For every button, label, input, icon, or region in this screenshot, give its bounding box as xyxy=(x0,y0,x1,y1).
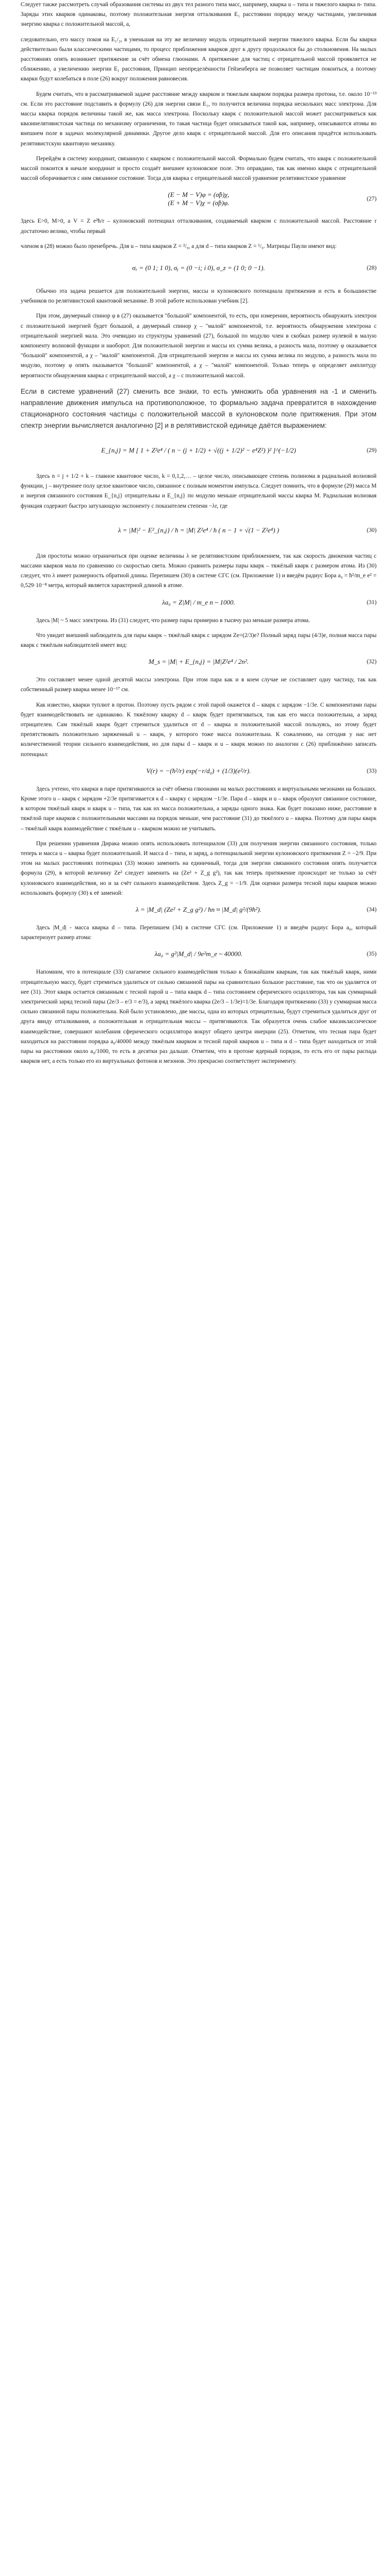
equation-29-body: E_{n,j} = M [ 1 + Z²e⁴ / ( n − (j + 1/2) + √((j + 1/2)² − e⁴Z²) )² ]^(−1/2) xyxy=(101,446,296,454)
equation-31 xyxy=(21,596,377,609)
paragraph: Как известно, кварки туплют в протон. Поэтому пусть рядом с этой парой окажется d – кварк с зарядом −1/3e. С компонентами пары будет взаимодействовать не одинаково. К тяжёлому кварку d – кварк будет притягиваться, так как его масса положительна, а заряд отрицателен. Сам тяжёлый кварк будет стремиться удалиться от d – кварка и положительной массой пользуясь, но этому будет препятствовать положительно заряженный u – кварк, у которого тоже масса положительна. К сожалению, на сегодня у нас нет количественной теории сильного взаимодействия, но для пары d – кварк и u – кварк можно по аналогии с (26) приближённо записать потенциал: xyxy=(21,701,377,758)
equation-number: (34) xyxy=(367,906,377,913)
paragraph: Здесь E>0, M>0, а V = Z e²ħ/r – кулоновский потенциал отталкивания, создаваемый кварком с положительной массой. Расстояние r достаточно велико, чтобы первый xyxy=(21,218,377,235)
equation-28-body: σₓ = (0 1; 1 0), σᵧ = (0 −i; i 0), σ_z = (1 0; 0 −1). xyxy=(132,264,265,272)
equation-29 xyxy=(21,437,377,464)
equation-33 xyxy=(21,765,377,777)
equation-number: (33) xyxy=(367,767,377,774)
equation-27-line-1: (E − M − V)φ = (σ̂p̂)χ, xyxy=(168,191,230,199)
paragraph: Здесь n = j + 1/2 + k – главное квантовое число, k = 0,1,2,… – целое число, описывающее степень полинома в радиальной волновой функции, j – внутреннее полу целое квантовое число, связанное с полным моментом импульса. Следует помнить, что в формуле (29) масса M и энергия связанного состояния E_{n,j} отрицательны и E_{n,j} по модулю меньше отрицательной массы кварка M. Радиальная волновая функция содержит быстро затухающую экспоненту с показателем степени −λr, где xyxy=(21,473,377,509)
equation-34-body: λ = |M_d| (Ze² + Z_g g²) / ħn ≈ |M_d| g²/(9ħ²). xyxy=(136,905,262,913)
paragraph: Здесь |M| ~ 5 масс электрона. Из (31) следует, что размер пары примерно в тысячу раз меньше размера атома. xyxy=(36,617,310,624)
equation-31-body: λa₀ = Z|M| / m_e n ~ 1000. xyxy=(162,598,235,606)
paragraph: Напомним, что в потенциале (33) слагаемое сильного взаимодействия только к ближайшим кваркам, так как тяжёлый кварк, ними отрицательную массу, будет стремиться удалиться от сильно связанной пары на сравнительно большое расстояние, так что он удаляется от нее (31). Этот кварк остается связанным с тесной парой u – типа кварк d – типа состоянием сферического осциллятора, так как суммарный электрический заряд тесной пары (2e/3 – e/3 = e/3), а заряд тяжёлого кварка (2e/3 – 1/3e)=1/3e. Благодаря притяжению (33) у суммарная масса сильно связанной пары положительна. Кой было установлено, две массы, одна из которых отрицательна, будут стремиться удалиться друг от друга ввиду отталкивания, а положительная и отрицательная массы – притягиваются. Так образуется очень слабое квазиклассическое взаимодействие, совершают колебания сферического осциллятора вокруг общего центра инерции (25). Отметим, что тесная пара будет находиться на расстоянии порядка a₀/40000 между тяжёлым кварком и тесной парой кварков u – типа и d – типа будет находиться от этой пары на расстоянии около a₀/1000, то есть в десятки раз дальше. Отметим, что в протоне ядерный порядок, то есть его от пары распада кварков нет, а есть только его из виртуальных фотонов и мезонов. Это прекрасно соответствует эксперименту. xyxy=(21,969,377,1065)
document-page xyxy=(21,0,377,1072)
paragraph: При этом, двумерный спинор φ в (27) оказывается "большой" компонентой, то есть, при измерении, вероятность обнаружить электрон с положительной энергией будет большой, а двумерный спинор χ – "малой" компонентой, т.е. вероятность обнаружения электрона с отрицательной энергией мала. Это очевидно из структуры уравнений (27), большой по модулю член в скобках размер нулевой в малую компоненту волновой функции и наоборот. Для положительной энергии и массы их сумма велика, а разность мала, поэтому φ оказывается "большой" компонентой, а χ – "малой" компонентой. Для отрицательной энергии и массы их сумма велика по модулю, а разность мала по модулю, поэтому φ опять оказывается "большой" компонентой, а χ – "малой" компонентой. Только теперь φ определяет амплитуду вероятности обнаружения кварка с отрицательной массой, а χ – с положительной массой. xyxy=(21,313,377,379)
equation-28 xyxy=(21,257,377,279)
paragraph: Следует также рассмотреть случай образования системы из двух тел разного типа масс, например, кварка u – типа и тяжелого кварка n- типа. Заряды этих кварков одинаковы, поэтому положительная энергия отталкивания E₁ расстоянии порядку между частицами, увеличивая энергию кварка с положительной массой, а, xyxy=(21,2,377,28)
equation-number: (35) xyxy=(367,951,377,958)
equation-35-body: λa₀ = g²|M_d| / 9e²m_e ~ 40000. xyxy=(154,950,243,958)
paragraph: Здесь учтено, что кварки в паре притягиваются за счёт обмена глюонами на малых расстояниях и виртуальными мезонами на больших. Кроме этого u – кварк с зарядом +2/3e притягивается к d – кварку с зарядом −1/3e. Пара d – кварк и u – кварк образуют связанное состояние, в котором тяжёлый кварк и кварк u – типа, так как их масса положительна, а заряды одного знака. Как будет показано ниже, расстояние в тяжёлой паре кварков с положительными массами на порядок меньше, чем расстояние (31) до тяжёлого u – кварка. Поэтому для пары кварк – тяжёлый кварк взаимодействие с тяжёлым u – кварком можно не учитывать. xyxy=(21,785,377,832)
equation-number: (27) xyxy=(367,196,377,203)
equation-number: (29) xyxy=(367,447,377,454)
equation-33-body: V(r) = −(ħ²/r) exp(−r/d₀) + (1/3)(e²/r). xyxy=(146,766,251,775)
paragraph: Что увидит внешний наблюдатель для пары кварк – тяжёлый кварк с зарядом Ze=(2/3)e? Полный заряд пары (4/3)e, полная масса пары кварк с тяжёлым наблюдателей имеет вид: xyxy=(21,632,377,648)
paragraph: Перейдём в систему координат, связанную с кварком с положительной массой. Формально будем считать, что кварк с положительной массой покоится в начале координат и просто создаёт внешнее кулоновское поле. Это оправдано, так как именно кварк с отрицательной массой оборачивается с ним связанное состояние. Тогда для кварка с отрицательной массой уравнение релятивистское уравнение xyxy=(21,155,377,182)
paragraph: Это составляет менее одной десятой массы электрона. При этом пара как и в коем случае не составляет одну частицу, так как собственный размер кварка менее 10⁻¹⁷ см. xyxy=(21,677,377,693)
paragraph: При решении уравнения Дирака можно опять использовать потенциалом (33) для получения энергии связанного состояния, только теперь и масса u – кварка будет положительной. И масса d – типа, и заряд, а потенциальной энергии кулоновского притяжения Z = −2/9. При этом на малых расстояниях потенциал (33) можно заменить на единичный, тогда для энергии связанного состояния опять получается формула (29), в которой величину Ze² следует заменить на (Ze² + Z_g g²), так как теперь притяжение происходит не только за счёт кулоновского взаимодействия, но и за счёт сильного взаимодействия. Здесь Z_g = −1/9. Для оценки размера тесной пары кварков можно использовать формулу (30) к её заменой: xyxy=(21,840,377,896)
equation-number: (28) xyxy=(367,265,377,272)
paragraph: Будем считать, что в рассматриваемой задаче расстояние между кварком и тяжелым кварком порядка размера протона, т.е. около 10⁻¹³ см. Если это расстояние подставить в формулу (26) для энергии связи E₁, то получится величина порядка нескольких масс электрона. Для массы кварка порядок величины такой же, как масса электрона. Поскольку кварк с положительной массой может рассматриваться как квазинелятивистская частица по механизму ограничения, то такая частица будет описываться такой как, например, описываются атомы во внешнем поле в задачах молекулярной динамики. Другое дело кварк с отрицательной массой. Для его описания придётся использовать релятивистскую квантовую механику. xyxy=(21,91,377,147)
equation-number: (32) xyxy=(367,659,377,665)
paragraph: следовательно, его массу покоя на E₁/₂, в уменьшая на эту же величину модуль отрицательной энергии тяжелого кварка. Если бы кварки действительно были классическими частицами, то процесс приближения кварков друг к другу продолжался бы до столкновения. На малых расстояниях опять возникнет притяжение за счёт обмена глюонами. А притяжение для частиц с отрицательной массой проявляется не сближению, а увеличению энергии E₁ расстояния, Принцип неопределённости Гейзенберга не позволяет частицам покоиться, а поэтому кварки будут колебаться в поле (26) вокруг положения равновесия. xyxy=(21,36,377,82)
equation-27-line-2: (E + M − V)χ = (σ̂p̂)φ. xyxy=(168,199,230,207)
paragraph-highlight: Если в системе уравнений (27) сменить все знаки, то есть умножить оба уравнения на -1 и сменить направление движения импульса на противоположное, то формально задача превратится в нахождение стационарного состояния частицы с положительной массой в кулоновском поле притяжения. При этом спектр энергии вычисляется аналогично [2] и в релятивистской единице даётся выражением: xyxy=(21,387,377,429)
paragraph: Здесь |M_d| - масса кварка d – типа. Перепишем (34) в системе СГС (см. Приложение 1) и введём радиус Бора a₀, который характеризует размер атома: xyxy=(21,924,377,941)
equation-32 xyxy=(21,656,377,668)
equation-number: (30) xyxy=(367,527,377,533)
paragraph: Обычно эта задача решается для положительной энергии, массы и кулоновского потенциала притяжения и есть в большинстве учебников по релятивистской квантовой механике. В этой работе использован учебник [2]. xyxy=(21,288,377,305)
equation-27 xyxy=(21,189,377,209)
paragraph: членом в (28) можно было пренебречь. Для u – типа кварков Z = ²/₉, а для d – типа кварков Z = ¹/₉. Матрицы Паули имеют вид: xyxy=(21,243,337,249)
equation-32-body: M_s = |M| + E_{n,j} = |M|Z²e⁴ / 2n². xyxy=(148,658,249,666)
paragraph: Для простоты можно ограничиться при оценке величины λ не релятивистским приближением, так как скорость движения частиц с массами кварков мала по сравнению со скоростью света. Можно сравнить размеры пары кварк – тяжёлый кварк с размером атома. Из (30) следует, что λ имеет размерность обратной длины. Перепишем (30) в системе СГС (см. Приложение 1) и введём радиус Бора a₀ = ħ²/m_e e² = 0,529·10⁻⁸ метра, который является характерной длиной в атоме. xyxy=(21,553,377,589)
equation-34 xyxy=(21,904,377,916)
equation-35 xyxy=(21,948,377,960)
equation-30 xyxy=(21,516,377,544)
equation-number: (31) xyxy=(367,599,377,606)
equation-30-body: λ = |M|² − E²_{n,j} / ħ = |M| Z²e⁴ / ħ ( n − 1 + √(1 − Z²e⁴) ) xyxy=(118,526,280,534)
